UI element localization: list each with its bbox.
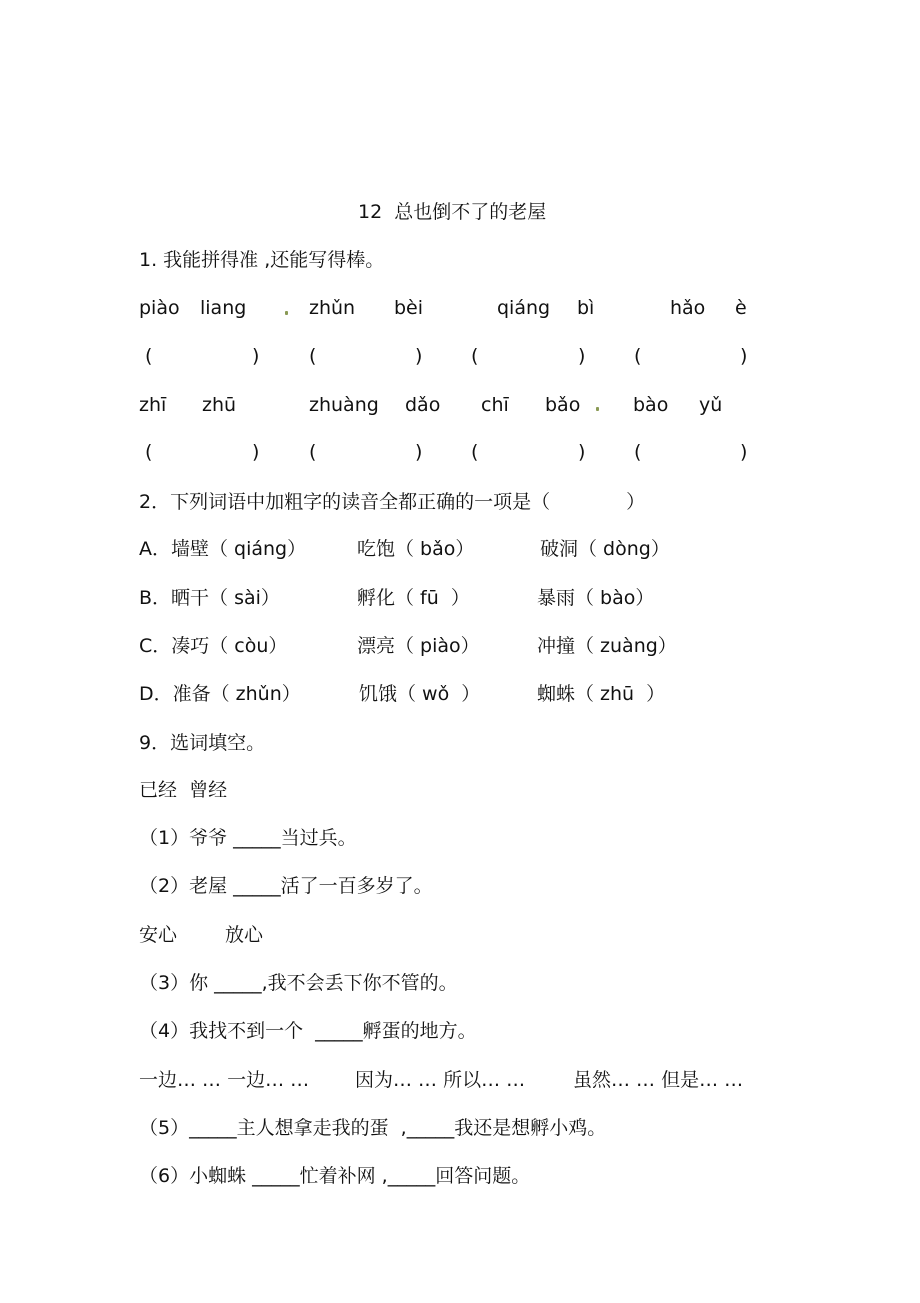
answer-paren-close: )	[252, 345, 260, 367]
pinyin: piào	[139, 297, 180, 319]
word-choice: 安心	[139, 924, 178, 946]
answer-paren-open: (	[634, 441, 642, 463]
option-d-word1: D．准备（ zhǔn）	[139, 683, 301, 705]
answer-paren-open: (	[471, 345, 479, 367]
word-choices-1: 已经 曾经	[139, 779, 228, 801]
word-choice: 放心	[225, 924, 264, 946]
answer-paren-close: )	[415, 345, 423, 367]
answer-paren-open: (	[634, 345, 642, 367]
option-c-word1: C．凑巧（ còu）	[139, 635, 288, 657]
answer-paren-open: (	[471, 441, 479, 463]
answer-paren-close: )	[740, 345, 748, 367]
sentence-6: （6）小蜘蛛 _____忙着补网 ,_____回答问题。	[139, 1165, 531, 1187]
answer-paren-close: )	[415, 441, 423, 463]
pinyin: bèi	[394, 297, 424, 319]
pinyin: yǔ	[699, 394, 723, 416]
option-b-word3: 暴雨（ bào）	[537, 587, 655, 609]
answer-paren-open: (	[309, 441, 317, 463]
word-choice: 一边… … 一边… …	[139, 1069, 310, 1091]
answer-paren-close: )	[578, 345, 586, 367]
sentence-5: （5）_____主人想拿走我的蛋 ,_____我还是想孵小鸡。	[139, 1117, 607, 1139]
option-c-word3: 冲撞（ zuàng）	[537, 635, 677, 657]
option-c-word2: 漂亮（ piào）	[357, 635, 480, 657]
pinyin: chī	[481, 394, 509, 416]
option-a-word2: 吃饱（ bǎo）	[357, 538, 475, 560]
option-d-word3: 蜘蛛（ zhū ）	[537, 683, 666, 705]
pinyin: qiáng	[497, 297, 551, 319]
pinyin: hǎo	[670, 297, 706, 319]
sentence-2: （2）老屋 _____活了一百多岁了。	[139, 875, 433, 897]
answer-paren-open: (	[145, 441, 153, 463]
pinyin: liang	[200, 297, 247, 319]
q9-heading: 9．选词填空。	[139, 732, 266, 754]
option-a-word3: 破洞（ dòng）	[540, 538, 670, 560]
sentence-3: （3）你 _____,我不会丢下你不管的。	[139, 972, 458, 994]
pinyin: zhū	[202, 394, 237, 416]
ink-dot	[285, 311, 288, 315]
answer-paren-open: (	[309, 345, 317, 367]
page-title: 12 总也倒不了的老屋	[358, 201, 547, 223]
option-d-word2: 饥饿（ wǒ ）	[359, 683, 481, 705]
pinyin: bì	[577, 297, 595, 319]
pinyin: dǎo	[405, 394, 441, 416]
pinyin: zhǔn	[309, 297, 356, 319]
answer-paren-open: (	[145, 345, 153, 367]
option-a-word1: A．墙壁（ qiáng）	[139, 538, 307, 560]
sentence-4: （4）我找不到一个 _____孵蛋的地方。	[139, 1020, 477, 1042]
answer-paren-close: )	[740, 441, 748, 463]
pinyin: è	[735, 297, 747, 319]
option-b-word1: B．晒干（ sài）	[139, 587, 280, 609]
pinyin: bào	[633, 394, 669, 416]
answer-paren-close: )	[252, 441, 260, 463]
word-choice: 因为… … 所以… …	[355, 1069, 526, 1091]
q1-heading: 1. 我能拼得准 ,还能写得棒。	[139, 249, 385, 271]
pinyin: zhī	[139, 394, 167, 416]
q2-heading: 2．下列词语中加粗字的读音全都正确的一项是（ ）	[139, 491, 646, 513]
option-b-word2: 孵化（ fū ）	[357, 587, 470, 609]
word-choice: 虽然… … 但是… …	[573, 1069, 744, 1091]
ink-dot	[596, 407, 599, 411]
pinyin: bǎo	[545, 394, 581, 416]
sentence-1: （1）爷爷 _____当过兵。	[139, 827, 357, 849]
answer-paren-close: )	[578, 441, 586, 463]
pinyin: zhuàng	[309, 394, 379, 416]
